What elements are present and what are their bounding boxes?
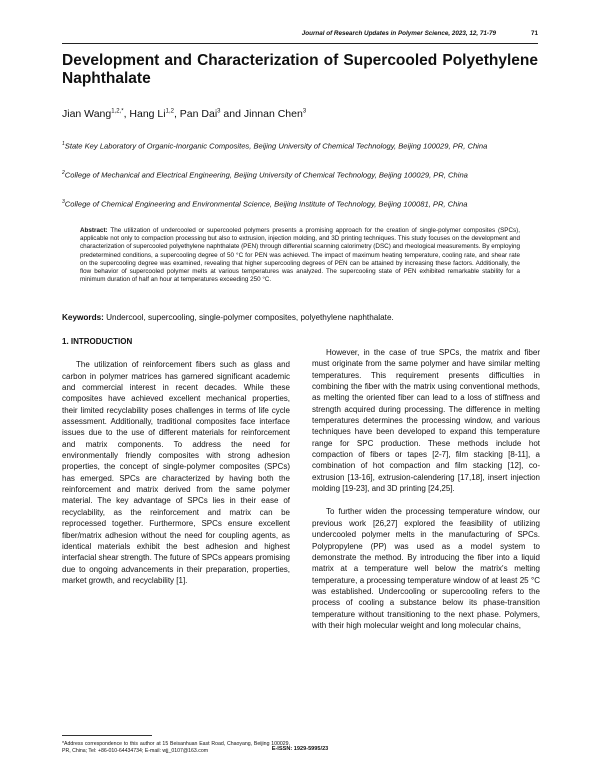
issn-footer: E-ISSN: 1929-5995/23 (271, 746, 329, 752)
paper-title: Development and Characterization of Supercooled Polyethylene Naphthalate (62, 52, 538, 87)
abstract (80, 227, 520, 284)
author-affiliation-mark: 3 (302, 108, 307, 115)
body-paragraph: To further widen the processing temperature window, our previous work [26,27] explored the feasibility of utilizing undercooled polymer melts in the manufacturing of SPCs. Polypropylene (PP) was used as a model system to demonstrate the method. By introducing the fiber into a liquid matrix at a temperature well below the matrix's melting temperature, a processing temperature window of at least 25 °C was established. Undercooling or supercooling refers to the process of cooling a substance below its phase-transition temperature without transitioning to the next phase. Polymers, with their high molecular weight and long molecular chains, (312, 507, 540, 630)
header-rule (62, 43, 538, 44)
author-separator: , (123, 108, 130, 120)
author-affiliation-mark: 1,2 (165, 108, 174, 115)
author-separator: , (173, 108, 180, 120)
affiliation-text: College of Mechanical and Electrical Engineering, Beijing University of Chemical Technology, Beijing 100029, PR, China (64, 170, 468, 180)
author-separator: and (220, 108, 244, 120)
affiliation (62, 197, 538, 210)
page-number: 71 (530, 30, 538, 37)
author-affiliation-mark: 3 (217, 108, 221, 115)
author-affiliation-mark: 1,2,* (111, 108, 124, 115)
right-column (312, 336, 540, 631)
running-head (62, 30, 538, 42)
affiliation-number: 2 (62, 170, 65, 176)
journal-reference: Journal of Research Updates in Polymer Science, 2023, 12, 71-79 (301, 30, 496, 37)
body-paragraph: However, in the case of true SPCs, the matrix and fiber must originate from the same polymer and have similar melting temperatures. This requirement presents difficulties in combining the fiber with the matrix using conventional methods, as melting the oriented fiber can lead to a loss of stiffness and strength acquired during processing. The difference in melting temperatures determines the processing window, and various techniques have been developed to expand this temperature range for SPC production. These methods include hot compaction of fibers or tapes [2-7], film stacking [8-11], a combination of hot compaction and film stacking [12], co-extrusion [13-16], extrusion-calendering [17,18], insert injection molding [19-23], and 3D printing [24,25]. (312, 348, 540, 494)
correspondence-footnote: *Address correspondence to this author at 15 Beisanhuan East Road, Chaoyang, Beijing 100029, PR, China; Tel: +86-010-64434734; E-mail: wjj_0107@163.com (62, 741, 290, 755)
author-name: Jian Wang (62, 108, 112, 120)
body-paragraph: The utilization of reinforcement fibers such as glass and carbon in polymer matrices has garnered significant academic and commercial interest in recent decades. While these composites have achieved excellent mechanical properties, their limited recyclability poses challenges in terms of life cycle assessment. Additionally, traditional composites face interface issues due to the use of different materials for reinforcement and matrix components. To address the need for environmentally friendly composites with strong adhesion properties, the concept of single-polymer composites (SPCs) has emerged. SPCs are characterized by having both the reinforcement and matrix derived from the same polymer material. The key advantage of SPCs lies in their ease of recyclability, as the reinforcement and matrix can be reprocessed together. Furthermore, SPCs ensure excellent fiber/matrix adhesion without the need for coupling agents, as identical materials exhibit the best adhesion and highest interfacial shear strength. The future of SPCs appears promising due to ongoing advancements in their preparation, properties, market growth, and recyclability [1]. (62, 360, 290, 585)
abstract-text: The utilization of undercooled or supercooled polymers presents a promising approach for the creation of single-polymer composites (SPCs), applicable not only to compaction processing but also to extrusion, injection molding, and 3D printing techniques. This study focuses on the development and characterization of supercooled polyethylene naphthalate (PEN) through differential scanning calorimetry (DSC) and rheological measurements. By employing predetermined conditions, a supercooling degree of 50 °C for PEN was achieved. The impact of maximum heating temperature, cooling rate, and shear rate on the supercooling degree was examined, revealing that higher supercooling degrees of PEN can be attained by increasing these factors. Additionally, the flow behavior of supercooled polymer melts at various temperatures was analyzed. The supercooling state of PEN exhibited remarkable stability for a minimum duration of half an hour at temperatures exceeding 250 °C. (80, 227, 521, 284)
affiliation-number: 3 (62, 199, 65, 205)
left-column (62, 336, 290, 586)
author-name: Pan Dai (179, 108, 218, 120)
keywords (62, 313, 538, 322)
footnote-rule (62, 735, 152, 736)
affiliation-text: College of Chemical Engineering and Environmental Science, Beijing Institute of Technology, Beijing 100081, PR, China (64, 199, 468, 209)
author-name: Hang Li (129, 108, 166, 120)
affiliation-number: 1 (62, 141, 65, 147)
affiliation (62, 168, 538, 181)
affiliation (62, 139, 538, 152)
author-name: Jinnan Chen (243, 108, 303, 120)
keywords-text: Undercool, supercooling, single-polymer composites, polyethylene naphthalate. (106, 313, 394, 322)
affiliation-text: State Key Laboratory of Organic-Inorganic Composites, Beijing University of Chemical Technology, Beijing 100029, PR, China (64, 141, 488, 151)
author-list (62, 108, 306, 120)
abstract-label: Abstract: (80, 227, 108, 234)
keywords-label: Keywords: (62, 313, 104, 322)
section-heading: 1. INTRODUCTION (62, 337, 133, 346)
